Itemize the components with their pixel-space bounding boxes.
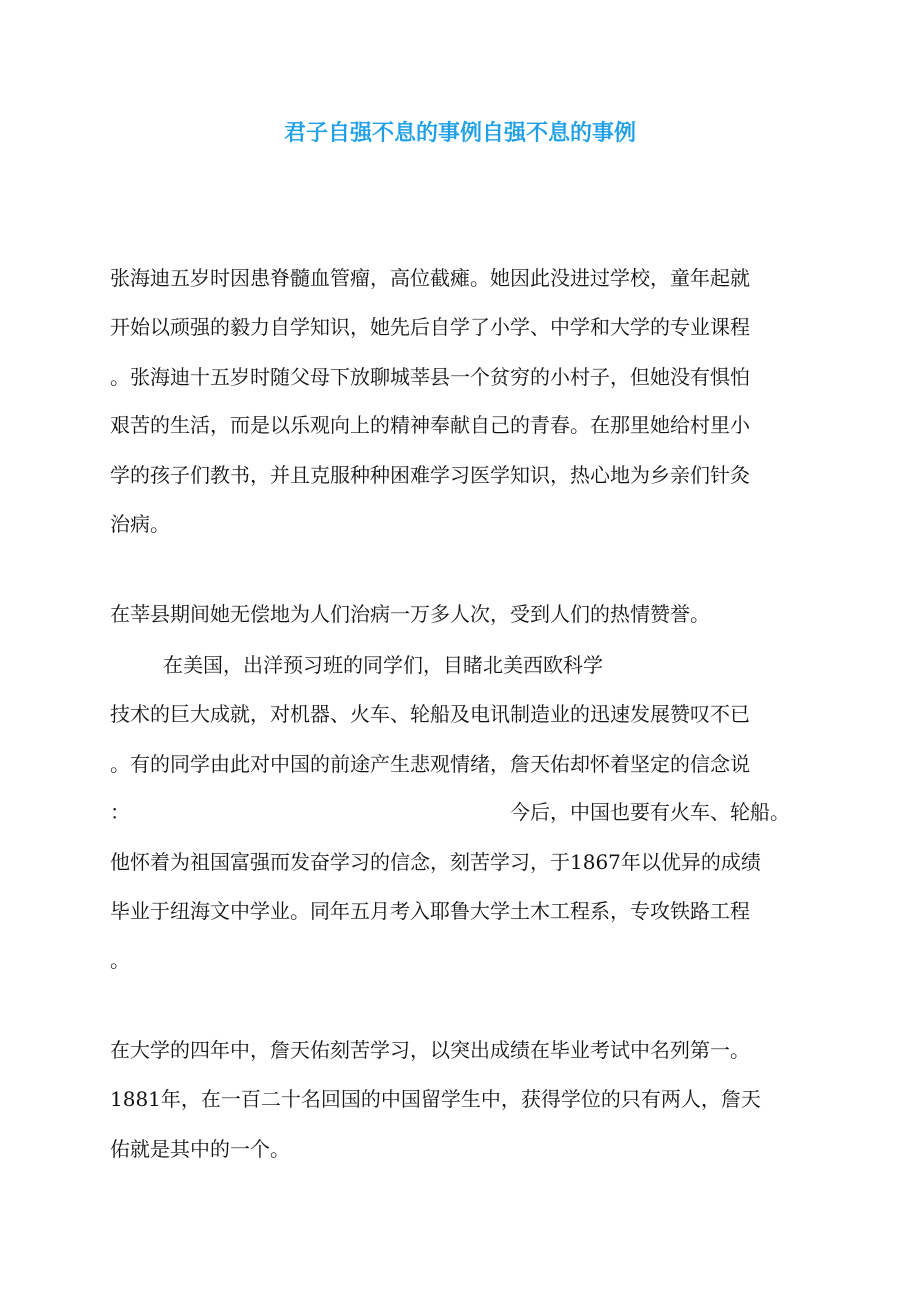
text-line: 张海迪五岁时因患脊髓血管瘤，高位截瘫。她因此没进过学校，童年起就: [110, 266, 750, 290]
text-line: 。张海迪十五岁时随父母下放聊城莘县一个贫穷的小村子，但她没有惧怕: [110, 365, 750, 389]
text-line: 。有的同学由此对中国的前途产生悲观情绪，詹天佑却怀着坚定的信念说: [110, 752, 750, 776]
text-line: 毕业于纽海文中学业。同年五月考入耶鲁大学土木工程系，专攻铁路工程: [110, 899, 750, 923]
text-line: 学的孩子们教书，并且克服种种困难学习医学知识，热心地为乡亲们针灸: [110, 463, 750, 487]
text-line: 技术的巨大成就，对机器、火车、轮船及电讯制造业的迅速发展赞叹不已: [110, 702, 750, 726]
text-line: 。: [110, 948, 130, 972]
text-line: 在美国，出洋预习班的同学们，目睹北美西欧科学: [163, 653, 603, 677]
text-line: 1881年，在一百二十名回国的中国留学生中，获得学位的只有两人，詹天: [110, 1087, 761, 1111]
text-line: 在大学的四年中，詹天佑刻苦学习，以突出成绩在毕业考试中名列第一。: [110, 1038, 750, 1062]
text-line: 佑就是其中的一个。: [110, 1137, 290, 1161]
text-line: 开始以顽强的毅力自学知识，她先后自学了小学、中学和大学的专业课程: [110, 315, 750, 339]
text-line: 在莘县期间她无偿地为人们治病一万多人次，受到人们的热情赞誉。: [110, 602, 710, 626]
text-line: 艰苦的生活，而是以乐观向上的精神奉献自己的青春。在那里她给村里小: [110, 413, 750, 437]
text-line: 他怀着为祖国富强而发奋学习的信念，刻苦学习，于1867年以优异的成绩: [110, 850, 761, 874]
document-title: 君子自强不息的事例自强不息的事例: [283, 121, 636, 146]
text-line: ：: [110, 800, 130, 824]
text-line: 治病。: [110, 512, 170, 536]
text-line-quote: 今后，中国也要有火车、轮船。: [510, 800, 790, 824]
